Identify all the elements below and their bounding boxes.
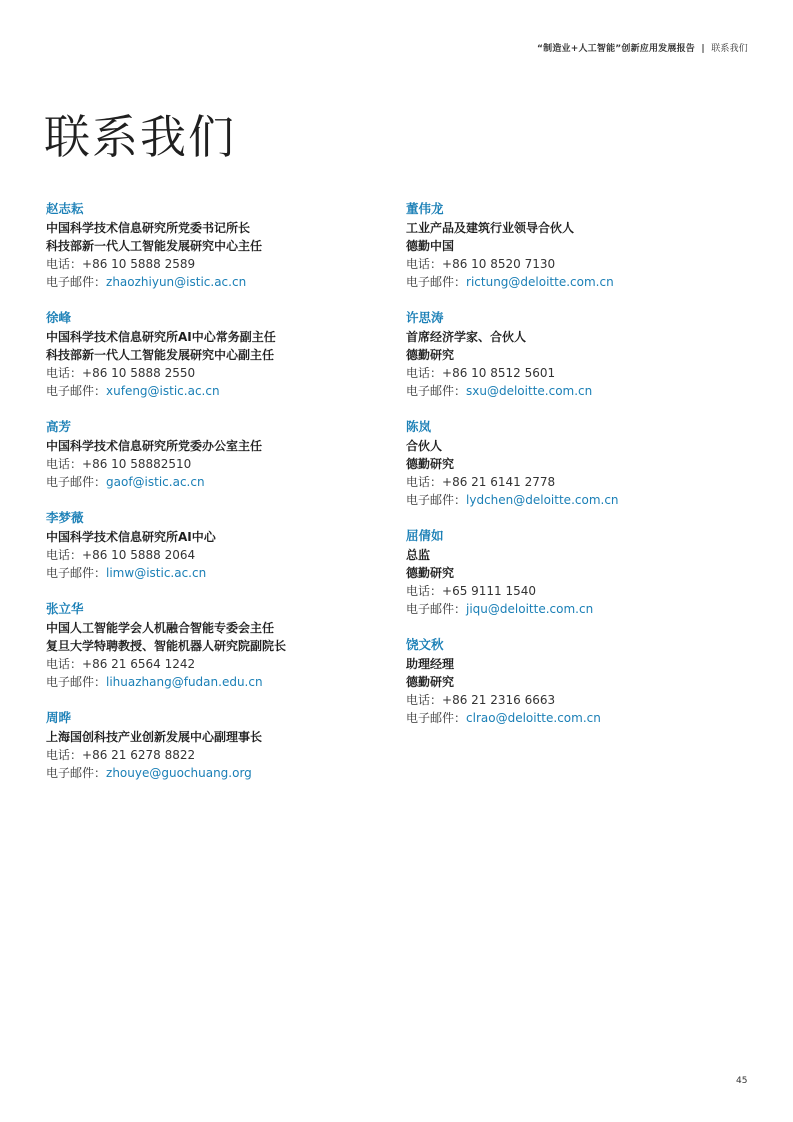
- contact-title: 中国科学技术信息研究所AI中心常务副主任: [46, 330, 276, 344]
- contact-card: [46, 709, 386, 782]
- contact-title: 德勤研究: [406, 566, 455, 580]
- email-label: 电子邮件：: [46, 384, 107, 398]
- contact-email: [46, 764, 386, 782]
- contact-phone: [46, 455, 386, 473]
- phone-label: 电话：: [406, 475, 443, 489]
- contact-card: [406, 309, 746, 400]
- contact-card: [46, 509, 386, 582]
- contact-title: 工业产品及建筑行业领导合伙人: [406, 221, 575, 235]
- phone-label: 电话：: [46, 548, 83, 562]
- contact-phone: [406, 364, 746, 382]
- email-label: 电子邮件：: [46, 475, 107, 489]
- contact-card: [46, 309, 386, 400]
- report-title: “制造业+人工智能”创新应用发展报告: [537, 44, 695, 54]
- phone-label: 电话：: [406, 584, 443, 598]
- contact-card: [46, 418, 386, 491]
- contact-title: 助理经理: [406, 657, 455, 671]
- contact-email: [46, 273, 386, 291]
- contact-email: [406, 600, 746, 618]
- phone-label: 电话：: [406, 366, 443, 380]
- contact-email: [406, 382, 746, 400]
- contact-title: 中国科学技术信息研究所党委办公室主任: [46, 439, 263, 453]
- contact-title: 合伙人: [406, 439, 443, 453]
- contact-phone: [46, 364, 386, 382]
- phone-number: +86 10 5888 2550: [82, 366, 196, 380]
- contact-title: 德勤中国: [406, 239, 455, 253]
- contact-email: [46, 564, 386, 582]
- email-link[interactable]: lihuazhang@fudan.edu.cn: [106, 675, 263, 689]
- contact-name: 屈倩如: [406, 528, 444, 543]
- phone-number: +86 10 5888 2589: [82, 257, 196, 271]
- email-link[interactable]: clrao@deloitte.com.cn: [466, 711, 601, 725]
- email-label: 电子邮件：: [406, 493, 467, 507]
- phone-label: 电话：: [46, 748, 83, 762]
- contacts-left-column: [46, 200, 386, 800]
- email-label: 电子邮件：: [406, 384, 467, 398]
- page-number: 45: [736, 1076, 748, 1086]
- contact-phone: [46, 546, 386, 564]
- contact-name: 董伟龙: [406, 201, 444, 216]
- phone-label: 电话：: [46, 457, 83, 471]
- phone-number: +86 10 8512 5601: [442, 366, 556, 380]
- email-label: 电子邮件：: [406, 275, 467, 289]
- contact-phone: [406, 582, 746, 600]
- phone-number: +86 10 58882510: [82, 457, 192, 471]
- phone-number: +86 21 6564 1242: [82, 657, 196, 671]
- email-label: 电子邮件：: [406, 602, 467, 616]
- contact-email: [406, 273, 746, 291]
- contact-title: 上海国创科技产业创新发展中心副理事长: [46, 730, 263, 744]
- contact-title: 德勤研究: [406, 457, 455, 471]
- phone-number: +86 21 6278 8822: [82, 748, 196, 762]
- contact-name: 高芳: [46, 419, 72, 434]
- email-link[interactable]: rictung@deloitte.com.cn: [466, 275, 614, 289]
- contact-title: 科技部新一代人工智能发展研究中心主任: [46, 239, 263, 253]
- phone-label: 电话：: [406, 257, 443, 271]
- contact-card: [406, 200, 746, 291]
- contacts-right-column: [406, 200, 746, 745]
- running-header: [537, 41, 748, 54]
- email-link[interactable]: lydchen@deloitte.com.cn: [466, 493, 619, 507]
- contact-phone: [46, 255, 386, 273]
- phone-number: +86 21 2316 6663: [442, 693, 556, 707]
- phone-number: +86 10 8520 7130: [442, 257, 556, 271]
- contact-name: 徐峰: [46, 310, 72, 325]
- phone-number: +65 9111 1540: [442, 584, 537, 598]
- contact-title: 中国人工智能学会人机融合智能专委会主任: [46, 621, 275, 635]
- email-link[interactable]: jiqu@deloitte.com.cn: [466, 602, 594, 616]
- contact-card: [46, 600, 386, 691]
- phone-number: +86 10 5888 2064: [82, 548, 196, 562]
- contact-email: [46, 473, 386, 491]
- contact-name: 陈岚: [406, 419, 432, 434]
- contact-phone: [46, 746, 386, 764]
- phone-number: +86 21 6141 2778: [442, 475, 556, 489]
- contact-title: 科技部新一代人工智能发展研究中心副主任: [46, 348, 275, 362]
- contact-title: 德勤研究: [406, 348, 455, 362]
- email-link[interactable]: xufeng@istic.ac.cn: [106, 384, 220, 398]
- email-label: 电子邮件：: [46, 675, 107, 689]
- contact-title: 中国科学技术信息研究所AI中心: [46, 530, 216, 544]
- contact-name: 饶文秋: [406, 637, 444, 652]
- contact-title: 德勤研究: [406, 675, 455, 689]
- email-label: 电子邮件：: [46, 566, 107, 580]
- header-section: 联系我们: [711, 44, 748, 54]
- contact-card: [46, 200, 386, 291]
- email-link[interactable]: zhaozhiyun@istic.ac.cn: [106, 275, 247, 289]
- phone-label: 电话：: [46, 657, 83, 671]
- email-label: 电子邮件：: [46, 766, 107, 780]
- contact-email: [406, 709, 746, 727]
- contact-card: [406, 418, 746, 509]
- contact-phone: [406, 691, 746, 709]
- contact-card: [406, 527, 746, 618]
- page-title: 联系我们: [44, 110, 236, 164]
- contact-name: 赵志耘: [46, 201, 84, 216]
- header-separator: |: [701, 44, 705, 54]
- contact-title: 中国科学技术信息研究所党委书记所长: [46, 221, 251, 235]
- email-link[interactable]: gaof@istic.ac.cn: [106, 475, 205, 489]
- email-link[interactable]: zhouye@guochuang.org: [106, 766, 252, 780]
- phone-label: 电话：: [406, 693, 443, 707]
- email-link[interactable]: sxu@deloitte.com.cn: [466, 384, 593, 398]
- contact-email: [406, 491, 746, 509]
- contact-card: [406, 636, 746, 727]
- contact-email: [46, 382, 386, 400]
- email-label: 电子邮件：: [406, 711, 467, 725]
- contact-phone: [406, 255, 746, 273]
- contact-title: 总监: [406, 548, 431, 562]
- contact-name: 周晔: [46, 710, 72, 725]
- contact-name: 许思涛: [406, 310, 444, 325]
- phone-label: 电话：: [46, 366, 83, 380]
- contact-email: [46, 673, 386, 691]
- contact-title: 复旦大学特聘教授、智能机器人研究院副院长: [46, 639, 287, 653]
- phone-label: 电话：: [46, 257, 83, 271]
- contact-name: 张立华: [46, 601, 84, 616]
- contact-title: 首席经济学家、合伙人: [406, 330, 527, 344]
- contact-phone: [46, 655, 386, 673]
- contact-phone: [406, 473, 746, 491]
- email-label: 电子邮件：: [46, 275, 107, 289]
- contact-name: 李梦薇: [46, 510, 84, 525]
- email-link[interactable]: limw@istic.ac.cn: [106, 566, 207, 580]
